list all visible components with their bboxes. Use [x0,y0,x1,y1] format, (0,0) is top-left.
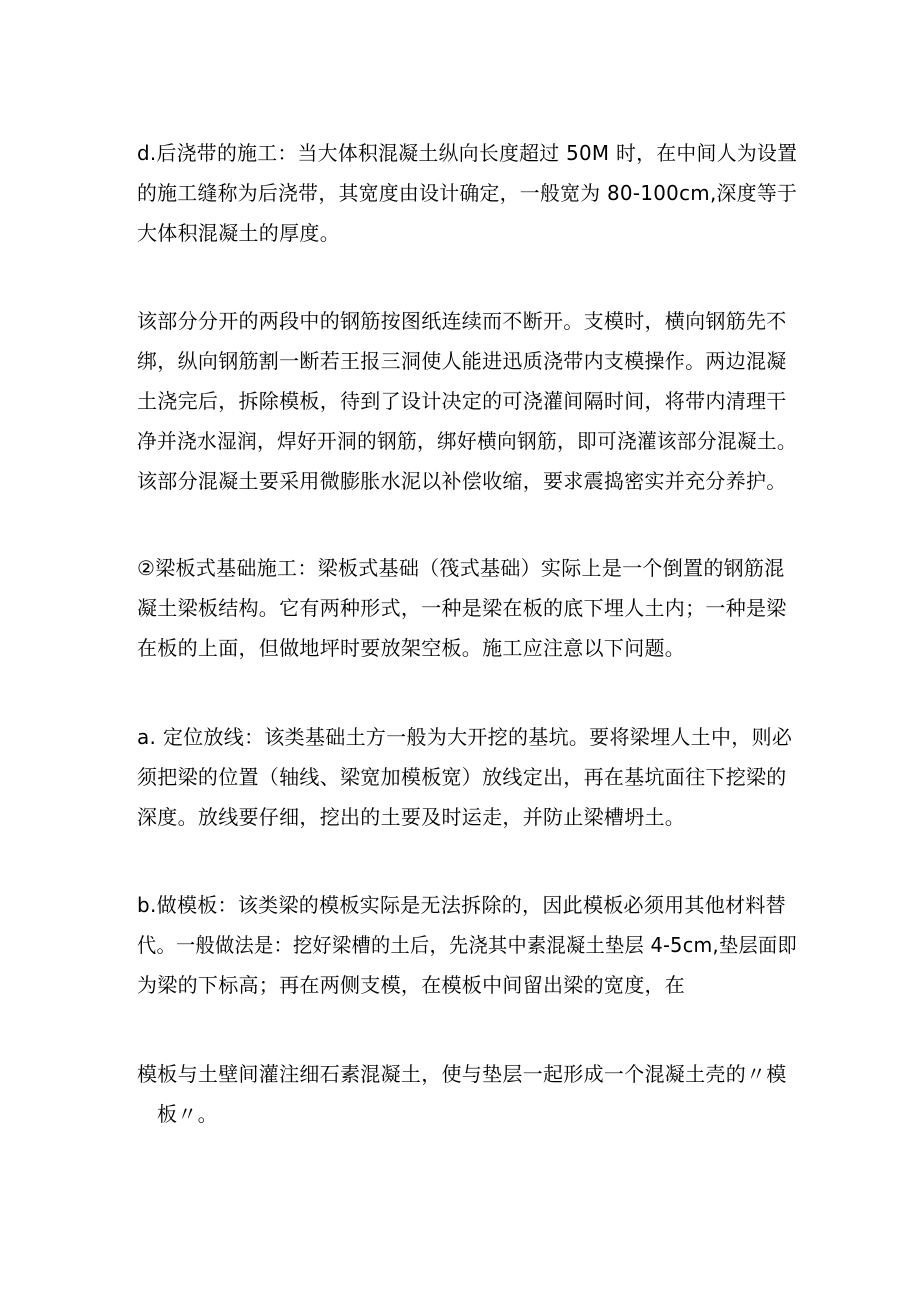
paragraph-post-pour-strip [137,133,797,253]
text-line: 土浇完后，拆除模板，待到了设计决定的可浇灌间隔时间，将带内清理干 [137,389,787,413]
text-line: b.做模板：该类梁的模板实际是无法拆除的，因此模板必须用其他材料替 [137,893,786,917]
text-line: 在板的上面，但做地坪时要放架空板。施工应注意以下问题。 [137,636,686,660]
text-line: 净并浇水湿润，焊好开洞的钢筋，绑好横向钢筋，即可浇灌该部分混凝土。 [137,429,797,453]
text-line: 代。一般做法是：挖好梁槽的土后，先浇其中素混凝土垫层 4-5cm,垫层面即 [137,933,797,957]
text-line: a. 定位放线：该类基础土方一般为大开挖的基坑。要将梁埋人土中，则必 [137,725,793,749]
text-line: ②梁板式基础施工：梁板式基础（筏式基础）实际上是一个倒置的钢筋混 [137,556,785,580]
text-line: d.后浇带的施工：当大体积混凝土纵向长度超过 50M 时，在中间人为设置 [137,141,798,165]
text-line: 该部分混凝土要采用微膨胀水泥以补偿收缩，要求震捣密实并充分养护。 [137,469,787,493]
text-line: 为梁的下标高；再在两侧支模，在模板中间留出梁的宽度，在 [137,973,686,997]
text-line: 凝土梁板结构。它有两种形式，一种是梁在板的底下埋人土内；一种是梁 [137,596,787,620]
text-line: 须把梁的位置（轴线、梁宽加模板宽）放线定出，再在基坑面往下挖梁的 [137,765,787,789]
paragraph-formwork-continued [137,1054,797,1134]
paragraph-positioning-layout [137,717,797,837]
paragraph-beam-slab-foundation [137,548,797,668]
text-line: 模板与土壁间灌注细石素混凝土，使与垫层一起形成一个混凝土壳的〃模 [137,1062,787,1086]
text-line: 大体积混凝土的厚度。 [137,221,340,245]
paragraph-formwork [137,885,797,1005]
text-line: 板〃。 [137,1102,218,1126]
text-line: 绑，纵向钢筋割一断若王报三洞使人能进迅质浇带内支模操作。两边混凝 [137,349,787,373]
text-line: 深度。放线要仔细，挖出的土要及时运走，并防止梁槽坍土。 [137,805,686,829]
paragraph-rebar-continuity [137,301,797,501]
text-line: 该部分分开的两段中的钢筋按图纸连续而不断开。支模时，横向钢筋先不 [137,309,787,333]
text-line: 的施工缝称为后浇带，其宽度由设计确定，一般宽为 80-100cm,深度等于 [137,181,798,205]
